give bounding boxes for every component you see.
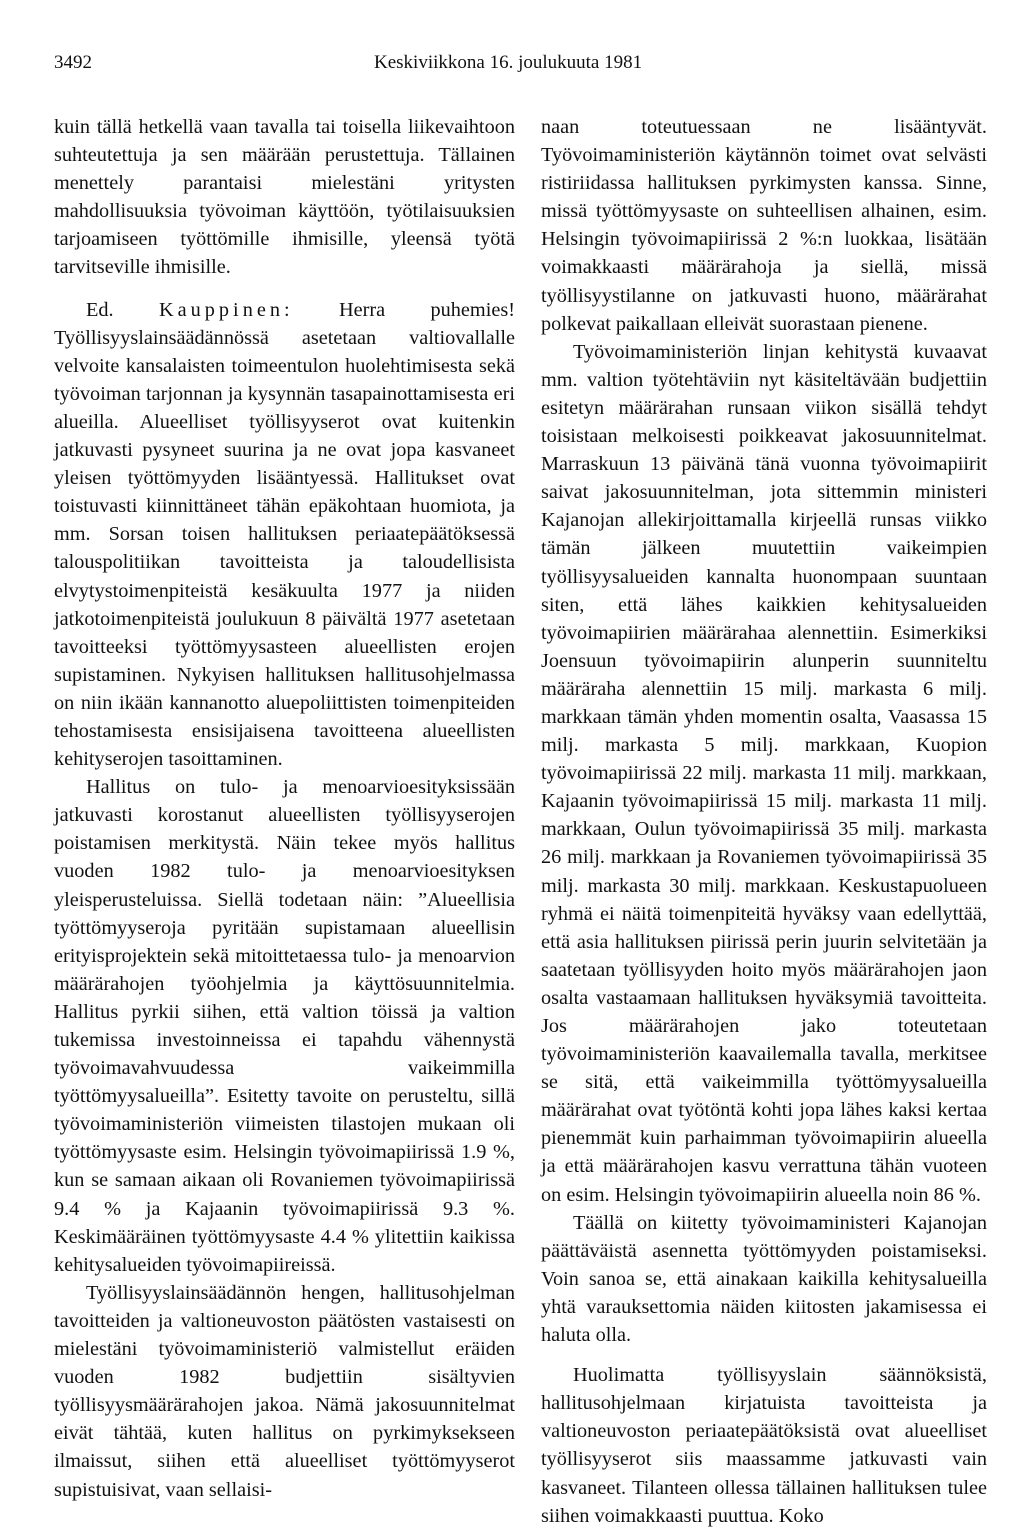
- left-column: [54, 113, 515, 1504]
- speech-paragraph: [54, 296, 515, 774]
- page-header: [54, 52, 978, 82]
- page-number: 3492: [54, 52, 92, 73]
- paragraph: Hallitus on tulo- ja menoarvioesityksissään jatkuvasti korostanut alueellisten työllisyyserojen poistamisen merkitystä. Näin tekee myös hallitus vuoden 1982 tulo- ja menoarvioesityksen yleisperusteluissa. Siellä todetaan näin: ”Alueellisia työttömyyseroja pyritään supistamaan alueellisin erityisprojektein sekä mitoittetaessa tulo- ja menoarvion määrärahojen työohjelmia ja käyttösuunnitelmia. Hallitus pyrkii siihen, että valtion töissä ja valtion tukemissa investoinneissa ei tapahdu vähennystä työvoimavahvuudessa vaikeimmilla työttömyysalueilla”. Esitetty tavoite on perusteltu, sillä työvoimaministeriön viimeisten tilastojen mukaan oli työttömyysaste esim. Helsingin työvoimapiirissä 1.9 %, kun se samaan aikaan oli Rovaniemen työvoimapiirissä 9.4 % ja Kajaanin työvoimapiirissä 9.3 %. Keskimääräinen työttömyysaste 4.4 % ylitettiin kaikissa kehitysalueiden työvoimapiireissä.: [54, 776, 515, 1276]
- page-date: Keskiviikkona 16. joulukuuta 1981: [374, 52, 643, 73]
- paragraph: Huolimatta työllisyyslain säännöksistä, hallitusohjelmaan kirjatuista tavoitteista ja valtioneuvoston periaatepäätöksistä ovat alueelliset työllisyyserot siis maassamme jatkuvasti vain kasvaneet. Tilanteen ollessa tällainen hallituksen tulee siihen voimakkaasti puuttua. Koko: [541, 1364, 987, 1527]
- paragraph: kuin tällä hetkellä vaan tavalla tai toisella liikevaihtoon suhteutettuja ja sen määrään perustettuja. Tällainen menettely parantaisi mielestäni yritysten mahdollisuuksia työvoiman käyttöön, työtilaisuuksien tarjoamiseen työttömille ihmisille, yleensä työtä tarvitseville ihmisille.: [54, 116, 515, 279]
- paragraph: Työllisyyslainsäädännön hengen, hallitusohjelman tavoitteiden ja valtioneuvoston päätösten vastaisesti on mielestäni työvoimaministeriö valmistellut eräiden vuoden 1982 budjettiin sisältyvien työllisyysmäärärahojen jakoa. Nämä jakosuunnitelmat eivät tähtää, kuten hallitus on pyrkimyksekseen ilmaissut, siihen että alueelliset työttömyyserot supistuisivat, vaan sellaisi-: [54, 1281, 515, 1501]
- speaker-prefix: Ed.: [86, 298, 114, 321]
- paragraph: Täällä on kiitetty työvoimaministeri Kajanojan päättäväistä asennetta työttömyyden poistamiseksi. Voin sanoa se, että ainakaan kaikilla kehitysalueilla yhtä varauksettomia näiden kiitosten jakamisessa ei haluta olla.: [541, 1211, 987, 1347]
- speaker-name: Kauppinen:: [158, 298, 294, 321]
- paragraph-text: Herra puhemies! Työllisyyslainsäädännössä asetetaan valtiovallalle velvoite kansalaisten toimeentulon huolehtimisesta sekä työvoiman tarjonnan ja kysynnän tasapainottamisesta eri alueilla. Alueelliset työllisyyserot ovat kuitenkin jatkuvasti pysyneet suurina ja ne ovat jopa kasvaneet yleisen työttömyyden lisääntyessä. Hallitukset ovat toistuvasti kiinnittäneet tähän epäkohtaan huomiota, ja mm. Sorsan toisen hallituksen periaatepäätöksessä talouspolitiikan tavoitteista ja taloudellisista elvytystoimenpiteistä kesäkuulta 1977 ja niiden jatkotoimenpiteistä joulukuun 8 päivältä 1977 asetetaan tavoitteeksi työttömyysasteen alueellisten erojen supistaminen. Nykyisen hallituksen hallitusohjelmassa on niin ikään kannanotto aluepoliittisten toimenpiteiden tehostamisesta ensisijaisena tavoitteena alueellisten kehityserojen tasoittaminen.: [54, 298, 515, 771]
- paragraph: naan toteutuessaan ne lisääntyvät. Työvoimaministeriön käytännön toimet ovat selvästi ristiriidassa hallituksen pyrkimysten kanssa. Sinne, missä työttömyysaste on suhteellisen alhainen, esim. Helsingin työvoimapiirissä 2 %:n luokkaa, lisätään voimakkaasti määrärahoja ja siellä, missä työllisyystilanne on jatkuvasti huono, määrärahat polkevat paikallaan elleivät suorastaan pienene.: [541, 116, 987, 335]
- right-column: [541, 113, 987, 1530]
- paragraph: Työvoimaministeriön linjan kehitystä kuvaavat mm. valtion työtehtäviin nyt käsiteltävään budjettiin esitetyn määrärahan runsaan viikon sisällä tehdyt toisistaan melkoisesti poikkeavat jakosuunnitelmat. Marraskuun 13 päivänä tänä vuonna työvoimapiirit saivat jakosuunnitelman, jota sittemmin ministeri Kajanojan allekirjoittamalla kirjeellä runsas viikko tämän jälkeen muutettiin vaikeimpien työllisyysalueiden kannalta huonompaan suuntaan siten, että lähes kaikkien kehitysalueiden työvoimapiirien määrärahaa alennettiin. Esimerkiksi Joensuun työvoimapiirin alunperin suunniteltu määräraha alennettiin 15 milj. markasta 6 milj. markkaan tämän yhden momentin osalta, Vaasassa 15 milj. markasta 5 milj. markkaan, Kuopion työvoimapiirissä 22 milj. markasta 11 milj. markkaan, Kajaanin työvoimapiirissä 15 milj. markasta 11 milj. markkaan, Oulun työvoimapiirissä 35 milj. markasta 26 milj. markkaan ja Rovaniemen työvoimapiirissä 35 milj. markasta 30 milj. markkaan. Keskustapuolueen ryhmä ei näitä toimenpiteitä hyväksy vaan edellyttää, että asia hallituksen piirissä perin juurin selvitetään ja saatetaan työllisyyden hoito myös määrärahojen jaon osalta vastaamaan hallituksen hyväksymiä tavoitteita. Jos määrärahojen jako toteutetaan työvoimaministeriön kaavailemalla tavalla, merkitsee se sitä, että vaikeimmilla työttömyysalueilla määrärahat ovat työtöntä kohti jopa lähes kaksi kertaa pienemmät kuin parhaimman työvoimapiirin alueella ja että määrärahojen kasvu verrattuna tähän vuoteen on esim. Helsingin työvoimapiirin alueella noin 86 %.: [541, 340, 987, 1206]
